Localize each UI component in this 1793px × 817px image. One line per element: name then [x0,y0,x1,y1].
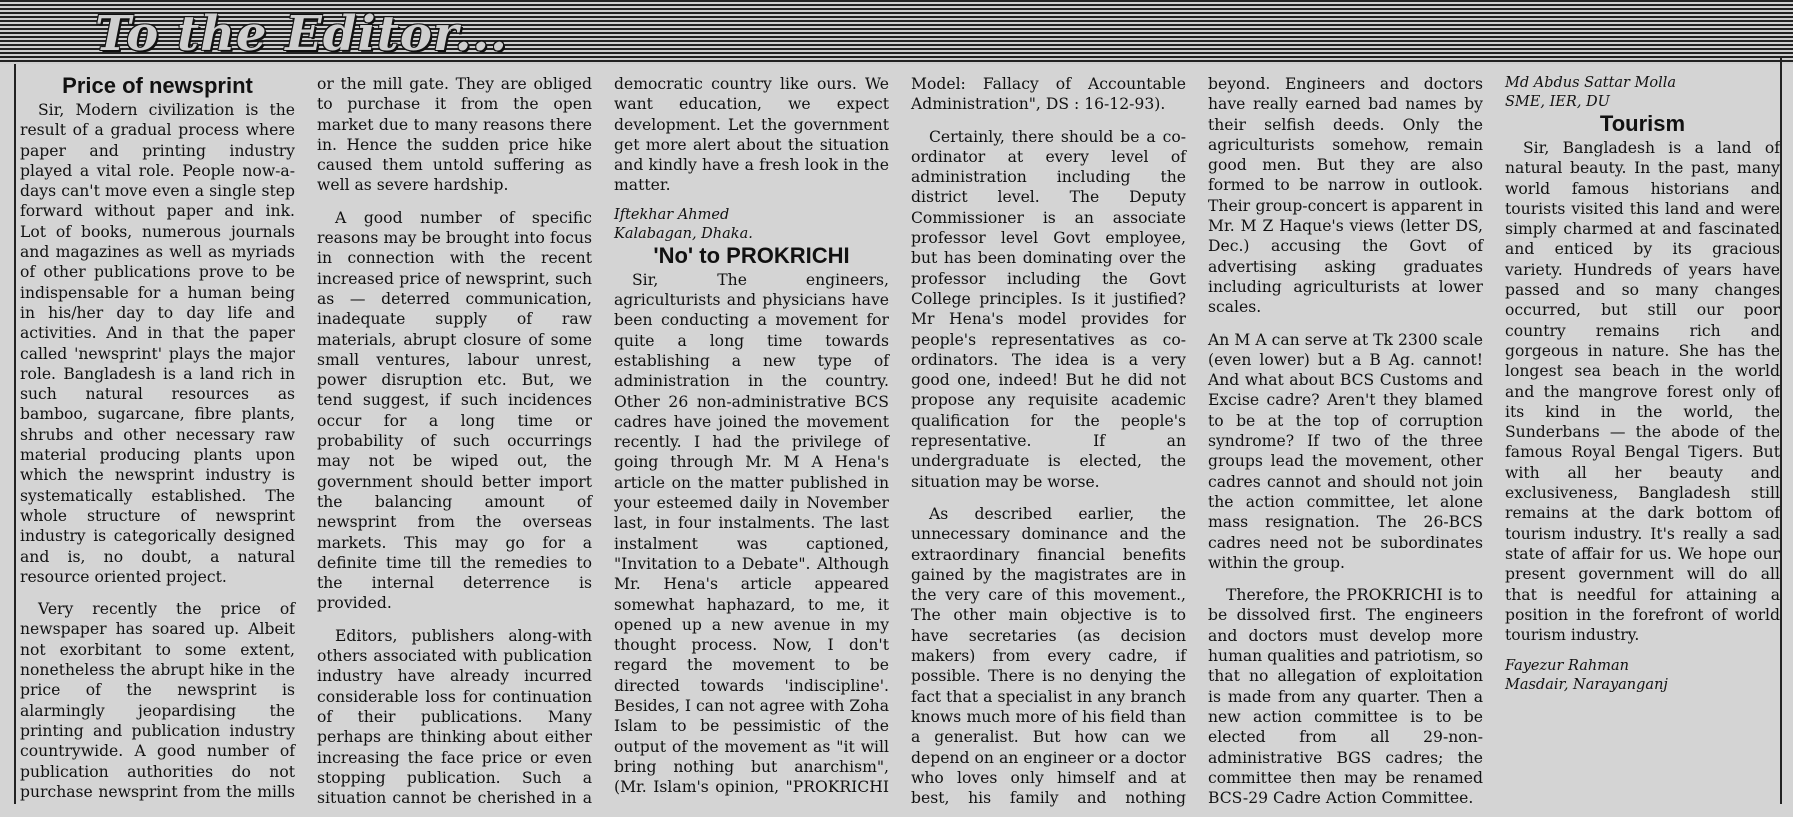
right-border-rule [1780,56,1782,804]
letter-tourism [1505,112,1780,695]
letter-paragraph: Very recently the price of newspaper has soared up. Albeit not exorbitant to some extent, nonetheless the abrupt hike in the price of the newsprint is alarmingly jeopardising the printing and publication industry countrywide. A good number of publication authorities do not purchase newsprint from the mills or the mill gate. They are obliged to purchase it from the open market due to many reasons there in. Hence the sudden price hike caused them untold suffering as well as severe hardship. [20,75,592,801]
masthead-banner [0,0,1793,64]
letter-paragraph: A good number of specific reasons may be brought into focus in connection with the recent increased price of newsprint, such as — deterred communication, inadequate supply of raw materials, abrupt closure of some small ventures, labour unrest, power disruption etc. But, we tend suggest, if such incidences occur for a long time or probability of such occurrings may not be wiped out, the government should better import the balancing amount of newsprint from the overseas markets. This may go for a definite time till the remedies to the internal deterrence is provided. [317,208,592,613]
signature-place: SME, IER, DU [1505,94,1610,110]
left-border-rule [14,64,16,804]
letter-title: 'No' to PROKRICHI [653,242,850,268]
letter-signature [614,206,889,244]
letter-paragraph: Certainly, there should be a co-ordinator at every level of administration including the district level. The Deputy Commissioner is an associate professor level Govt employee, but has been dominating over the professor including the Govt College principles. Is it justified? Mr Hena's model provides for people's representatives as co-ordinators. The idea is a very good one, indeed! But he did not propose any requisite academic qualification for the people's representative. If an undergraduate is elected, the situation may be worse. [911,127,1186,491]
letter-signature [1505,657,1780,695]
letter-paragraph: Sir, The engineers, agriculturists and physicians have been conducting a movement for quite a long time towards establishing a new type of administration in the country. Other 26 non-administrative BCS cadres have joined the movement recently. I had the privilege of going through Mr. M A Hena's article on the matter published in your esteemed daily in November last, in four instalments. The last instalment was captioned, "Invitation to a Debate". Although Mr. Hena's article appeared somewhat haphazard, to me, it opened up a new avenue in my thought process. Now, I don't regard the movement to be directed towards 'indiscipline'. Besides, I can not agree with Zoha Islam to be pessimistic of the output of the movement as "it will bring nothing but anarchism", (Mr. Islam's opinion, "PROKRICHI Model: Fallacy of Accountable Administration", DS : 16-12-93). [614,75,1186,797]
signature-name: Md Abdus Sattar Molla [1505,75,1677,91]
letter-paragraph: Sir, Modern civilization is the result of a gradual process where paper and printing industry played a vital role. People now-a-days can't move even a single step forward without paper and ink. Lot of books, numerous journals and magazines as well as myriads of other publications prove to be indispensable for a human being in his/her day to day life and activities. And in that the paper called 'newsprint' plays the major role. Bangladesh is a land rich in such natural resources as bamboo, sugarcane, fibre plants, shrubs and other necessary raw material producing plants upon which the newsprint industry is systematically established. The whole structure of newsprint industry is categorically designed and is, no doubt, a natural resource oriented project. [20,101,295,586]
letter-paragraph: Sir, Bangladesh is a land of natural beauty. In the past, many world famous historians and tourists visited this land and were simply charmed at and fascinated and enticed by its gracious variety. Hundreds of years have passed and so many changes occurred, but still our poor country remains rich and gorgeous in nature. She has the longest sea beach in the world and the mangrove forest only of its kind in the world, the Sunderbans — the abode of the famous Royal Bengal Tigers. But with all her beauty and exclusiveness, Bangladesh still remains at the dark bottom of tourism industry. It's really a sad state of affair for us. We hope our present government will do all that is needful for attaining a position in the forefront of world tourism industry. [1505,139,1780,645]
signature-place: Kalabagan, Dhaka. [614,225,753,242]
signature-name: Iftekhar Ahmed [614,206,730,223]
letter-title: Tourism [1599,111,1686,136]
letter-paragraph: Editors, publishers along-with others associated with publication industry have already incurred considerable loss for continuation of their publications. Many perhaps are thinking about either increasing the face price or even stopping publication. Such a situation cannot be cherished in a democratic country like ours. We want education, we expect development. Let the government get more alert about the situation and kindly have a fresh look in the matter. [317,75,889,808]
signature-name: Fayezur Rahman [1505,658,1629,675]
letter-paragraph: As described earlier, the unnecessary dominance and the extraordinary financial benefits gained by the magistrates are in the very care of this movement., The other main objective is to have secretaries (as decision makers) from every cadre, if possible. There is no denying the fact that a specialist in any branch knows much more of his field than a generalist. But how can we depend on an engineer or a doctor who loves only himself and at best, his family and nothing beyond. Engineers and doctors have really earned bad names by their selfish deeds. Only the agriculturists somehow, remain good men. But they are also formed to be narrow in outlook. Their group-concert is apparent in Mr. M Z Haque's views (letter DS, Dec.) accusing the Govt of advertising asking graduates including agriculturists at lower scales. [911,75,1483,808]
letters-body [20,74,1780,810]
letter-title: Price of newsprint [62,74,253,98]
letter-paragraph: An M A can serve at Tk 2300 scale (even lower) but a B Ag. cannot! And what about BCS Customs and Excise cadre? Aren't they blamed to be at the top of corruption syndrome? If two of the three groups lead the movement, other cadres cannot and should not join the action committee, let alone mass resignation. The 26-BCS cadres need not be subordinates within the group. [1208,330,1483,572]
letter-paragraph: Therefore, the PROKRICHI is to be dissolved first. The engineers and doctors must develop more human qualities and patriotism, so that no allegation of exploitation is made from any quarter. Then a new action committee is to be elected from all 29-non-administrative BGS cadres; the committee then may be renamed BCS-29 Cadre Action Committee. [1208,586,1483,808]
signature-place: Masdair, Narayanganj [1505,677,1668,694]
section-title: To the Editor... [95,6,508,62]
letter-signature [1505,74,1780,112]
